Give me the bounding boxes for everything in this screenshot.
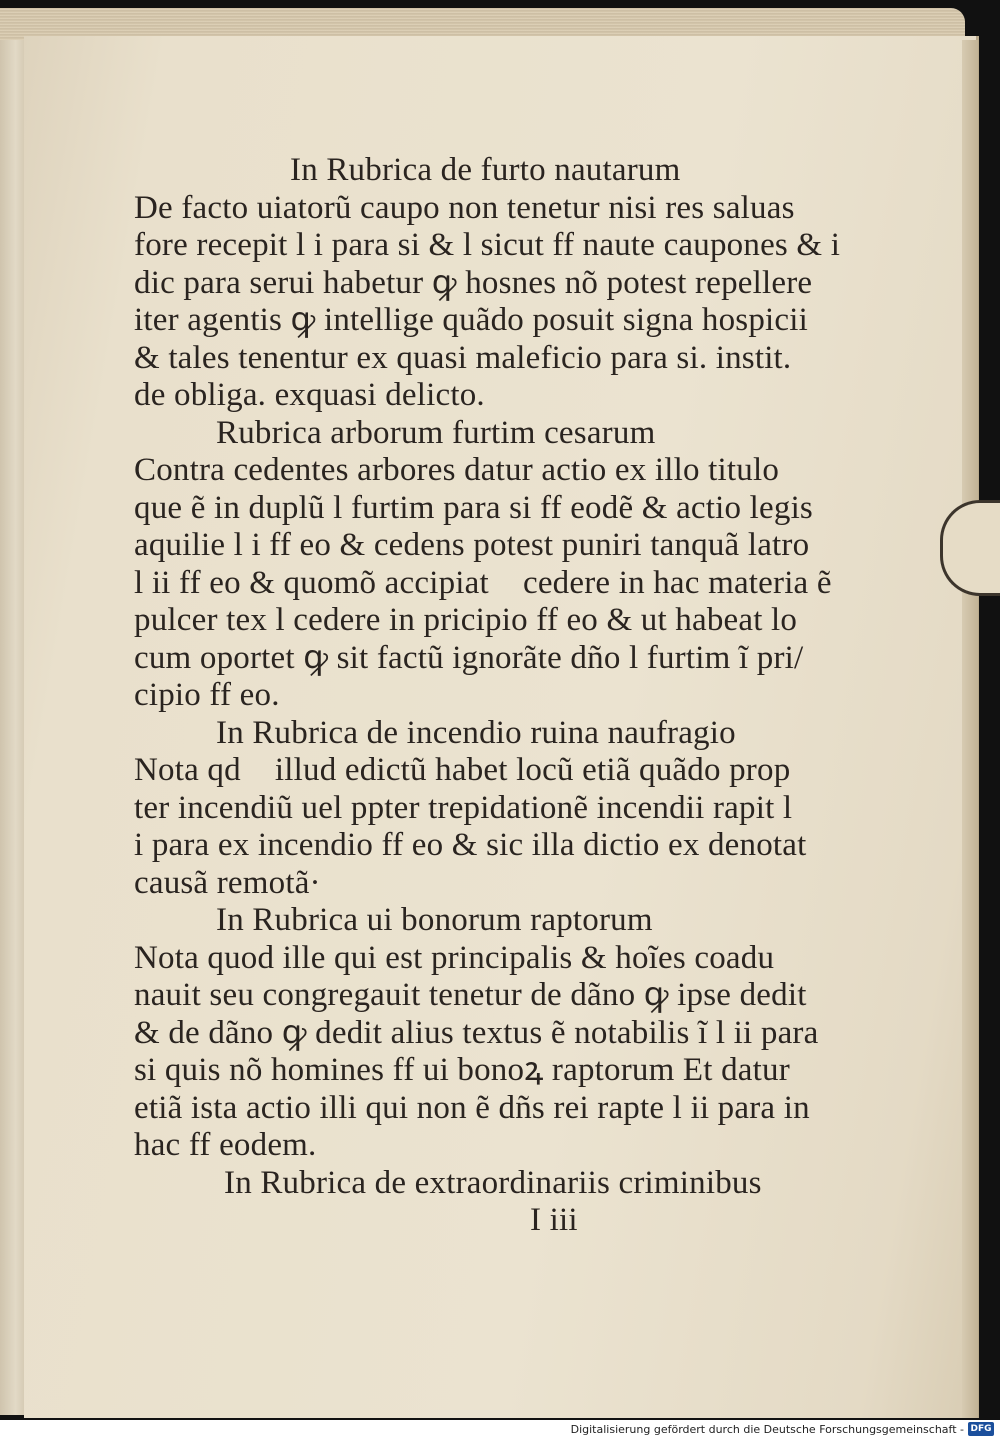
rubric-heading: In Rubrica ui bonorum raptorum xyxy=(216,902,653,938)
rubric-heading: In Rubrica de furto nautarum xyxy=(290,152,681,188)
dfg-logo: DFG xyxy=(968,1422,994,1436)
text-line: si quis nõ homines ff ui bonoꝝ raptorum Et datur xyxy=(134,1052,790,1088)
text-line: & tales tenentur ex quasi maleficio para si. instit. xyxy=(134,339,792,376)
signature-mark: I iii xyxy=(530,1202,578,1238)
page-tab-marker xyxy=(940,500,1000,596)
text-line: hac ff eodem. xyxy=(134,1127,317,1163)
text-line: causã remotã· xyxy=(134,864,321,901)
text-line: i para ex incendio ff eo & sic illa dictio ex denotat xyxy=(134,827,807,863)
text-line: De facto uiatorũ caupo non tenetur nisi res saluas xyxy=(134,189,795,226)
text-line: ter incendiũ uel ppter trepidationẽ incendii rapit l xyxy=(134,789,793,826)
page-fore-edge xyxy=(962,40,978,1418)
page-text xyxy=(134,152,841,1240)
rubric-heading: In Rubrica de incendio ruina naufragio xyxy=(216,714,736,751)
text-line: cipio ff eo. xyxy=(134,677,280,713)
text-line: & de dãno ꝙ dedit alius textus ẽ notabilis ĩ l ii para xyxy=(134,1014,819,1051)
text-line: pulcer tex l cedere in pricipio ff eo & ut habeat lo xyxy=(134,602,798,638)
text-line: iter agentis ꝙ intellige quãdo posuit signa hospicii xyxy=(134,302,808,338)
dfg-credit-text: Digitalisierung gefördert durch die Deutsche Forschungsgemeinschaft - xyxy=(570,1423,964,1436)
text-line: Contra cedentes arbores datur actio ex illo titulo xyxy=(134,452,780,488)
text-line: nauit seu congregauit tenetur de dãno ꝙ ipse dedit xyxy=(134,977,807,1013)
text-line: Nota qd᷑ illud edictũ habet locũ etiã quãdo prop xyxy=(134,752,791,788)
rubric-heading: Rubrica arborum furtim cesarum xyxy=(216,414,656,451)
text-line: cum oportet ꝙ sit factũ ignorãte dño l furtim ĩ pri/ xyxy=(134,639,804,676)
text-line: etiã ista actio illi qui non ẽ dñs rei rapte l ii para in xyxy=(134,1089,810,1126)
text-line: Nota quod ille qui est principalis & hoĩes coadu xyxy=(134,939,775,976)
gutter-edge xyxy=(0,40,26,1415)
text-line: aquilie l i ff eo & cedens potest puniri tanquã latro xyxy=(134,527,810,563)
text-line: l ii ff eo & quomõ accipiatᷓ cedere in hac materia ẽ xyxy=(134,564,832,601)
rubric-heading: In Rubrica de extraordinariis criminibus xyxy=(224,1164,762,1201)
text-line: fore recepit l i para si & l sicut ff naute caupones & i xyxy=(134,227,841,263)
text-line: dic para serui habetur ꝙ hosnes nõ potest repellere xyxy=(134,264,813,301)
text-line: que ẽ in duplũ l furtim para si ff eodẽ & actio legis xyxy=(134,489,813,526)
text-line: de obliga. exquasi delicto. xyxy=(134,377,485,413)
